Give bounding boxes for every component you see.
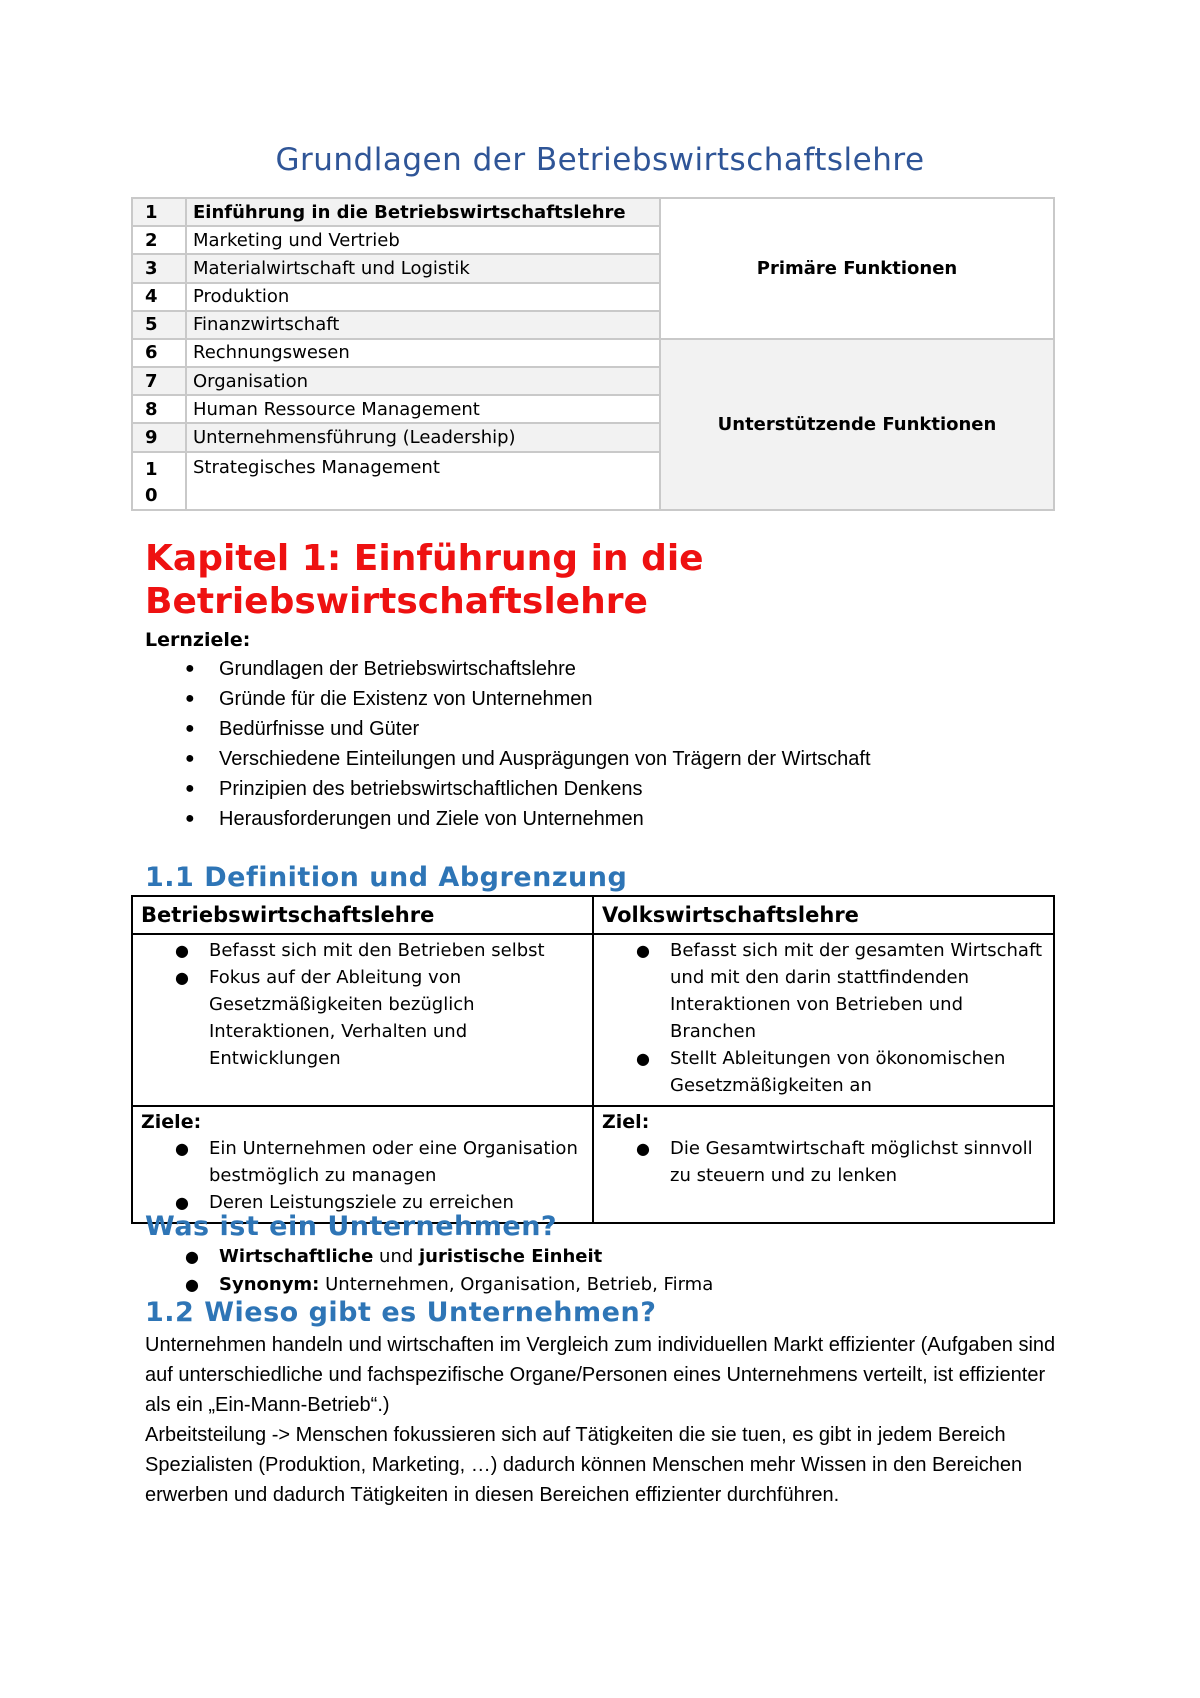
row-number: 2: [132, 226, 186, 254]
paragraph: Arbeitsteilung -> Menschen fokussieren sich auf Tätigkeiten die sie tuen, es gibt in jedem Bereich Spezialisten (Produktion, Marketing, …) dadurch können Menschen mehr Wissen in den Bereichen erwerben und dadurch Tätigkeiten in diesen Bereichen effizienter durchführen.: [145, 1424, 1023, 1506]
chapter-title-line: Kapitel 1: Einführung in die: [145, 538, 704, 579]
group-support-functions: Unterstützende Funktionen: [660, 339, 1054, 510]
bullet-icon: ●: [175, 941, 189, 960]
row-number: 8: [132, 395, 186, 423]
list-item: ● Prinzipien des betriebswirtschaftlichen Denkens: [185, 774, 871, 804]
company-definition-list: [185, 1243, 713, 1299]
row-label: Unternehmensführung (Leadership): [186, 423, 660, 451]
row-number-part: 1: [145, 458, 158, 480]
list-item: ● Herausforderungen und Ziele von Unternehmen: [185, 804, 871, 834]
row-label: Materialwirtschaft und Logistik: [186, 254, 660, 282]
row-number: 4: [132, 283, 186, 311]
list-item: ● Die Gesamtwirtschaft möglichst sinnvoll zu steuern und zu lenken: [636, 1135, 1045, 1189]
comparison-table: [131, 895, 1055, 1224]
learning-goals-list: [185, 654, 871, 834]
goals-label: Ziel:: [602, 1111, 650, 1133]
table-row: [132, 896, 1054, 934]
column-header-bwl: Betriebswirtschaftslehre: [132, 896, 593, 934]
bullet-icon: ●: [175, 968, 189, 987]
bullet-icon: ●: [185, 780, 195, 797]
list-item: ● Ein Unternehmen oder eine Organisation bestmöglich zu managen: [175, 1135, 584, 1189]
list-item: ● Befasst sich mit den Betrieben selbst: [175, 937, 584, 964]
row-label: Strategisches Management: [186, 452, 660, 510]
row-label: Einführung in die Betriebswirtschaftslehre: [186, 198, 660, 226]
section-heading-1-1: 1.1 Definition und Abgrenzung: [145, 862, 628, 893]
bullet-icon: ●: [175, 1139, 189, 1158]
chapter-title: [145, 537, 1065, 623]
row-label: Marketing und Vertrieb: [186, 226, 660, 254]
table-row: [132, 1106, 1054, 1223]
bullet-icon: ●: [636, 941, 650, 960]
learning-goals-label: Lernziele:: [145, 629, 251, 651]
vwl-goals-cell: [593, 1106, 1054, 1223]
vwl-description-cell: [593, 934, 1054, 1106]
list-item: ● Bedürfnisse und Güter: [185, 714, 871, 744]
row-number: 5: [132, 311, 186, 339]
bullet-icon: ●: [185, 1275, 199, 1294]
bullet-icon: ●: [185, 690, 195, 707]
table-row: [132, 339, 1054, 367]
row-number: [132, 452, 186, 510]
row-label: Rechnungswesen: [186, 339, 660, 367]
row-number: 3: [132, 254, 186, 282]
list-item: ● Gründe für die Existenz von Unternehmen: [185, 684, 871, 714]
body-text: [145, 1330, 1065, 1510]
bullet-icon: ●: [185, 720, 195, 737]
table-row: [132, 198, 1054, 226]
row-number-part: 0: [145, 484, 158, 506]
list-item: ● Befasst sich mit der gesamten Wirtschaft und mit den darin stattfindenden Interaktionen von Betrieben und Branchen: [636, 937, 1045, 1045]
row-label: Organisation: [186, 367, 660, 395]
bullet-icon: ●: [636, 1049, 650, 1068]
list-item: ● Synonym: Unternehmen, Organisation, Betrieb, Firma: [185, 1271, 713, 1299]
group-primary-functions: Primäre Funktionen: [660, 198, 1054, 339]
list-item: ● Stellt Ableitungen von ökonomischen Gesetzmäßigkeiten an: [636, 1045, 1045, 1099]
column-header-vwl: Volkswirtschaftslehre: [593, 896, 1054, 934]
bullet-icon: ●: [185, 810, 195, 827]
bullet-icon: ●: [636, 1139, 650, 1158]
row-label: Finanzwirtschaft: [186, 311, 660, 339]
paragraph: Unternehmen handeln und wirtschaften im Vergleich zum individuellen Markt effizienter (Aufgaben sind auf unterschiedliche und fachspezifische Organe/Personen eines Unternehmens verteilt, ist effizienter als ein „Ein-Mann-Betrieb“.): [145, 1334, 1056, 1416]
bwl-description-cell: [132, 934, 593, 1106]
row-label: Human Ressource Management: [186, 395, 660, 423]
section-heading-1-2: 1.2 Wieso gibt es Unternehmen?: [145, 1297, 657, 1328]
row-number: 7: [132, 367, 186, 395]
list-item: ● Deren Leistungsziele zu erreichen: [175, 1189, 584, 1216]
row-number: 1: [132, 198, 186, 226]
bwl-goals-cell: [132, 1106, 593, 1223]
row-label: Produktion: [186, 283, 660, 311]
bullet-icon: ●: [185, 660, 195, 677]
document-title: Grundlagen der Betriebswirtschaftslehre: [275, 142, 925, 178]
bullet-icon: ●: [185, 1247, 199, 1266]
section-heading-was: Was ist ein Unternehmen?: [145, 1211, 558, 1242]
chapter-overview-table: [131, 197, 1055, 511]
bullet-icon: ●: [175, 1193, 189, 1212]
table-row: [132, 934, 1054, 1106]
goals-label: Ziele:: [141, 1111, 202, 1133]
bullet-icon: ●: [185, 750, 195, 767]
row-number: 9: [132, 423, 186, 451]
chapter-title-line: Betriebswirtschaftslehre: [145, 581, 648, 622]
list-item: ● Grundlagen der Betriebswirtschaftslehre: [185, 654, 871, 684]
list-item: ● Fokus auf der Ableitung von Gesetzmäßigkeiten bezüglich Interaktionen, Verhalten und Entwicklungen: [175, 964, 584, 1072]
list-item: ● Wirtschaftliche und juristische Einheit: [185, 1243, 713, 1271]
row-number: 6: [132, 339, 186, 367]
list-item: ● Verschiedene Einteilungen und Ausprägungen von Trägern der Wirtschaft: [185, 744, 871, 774]
